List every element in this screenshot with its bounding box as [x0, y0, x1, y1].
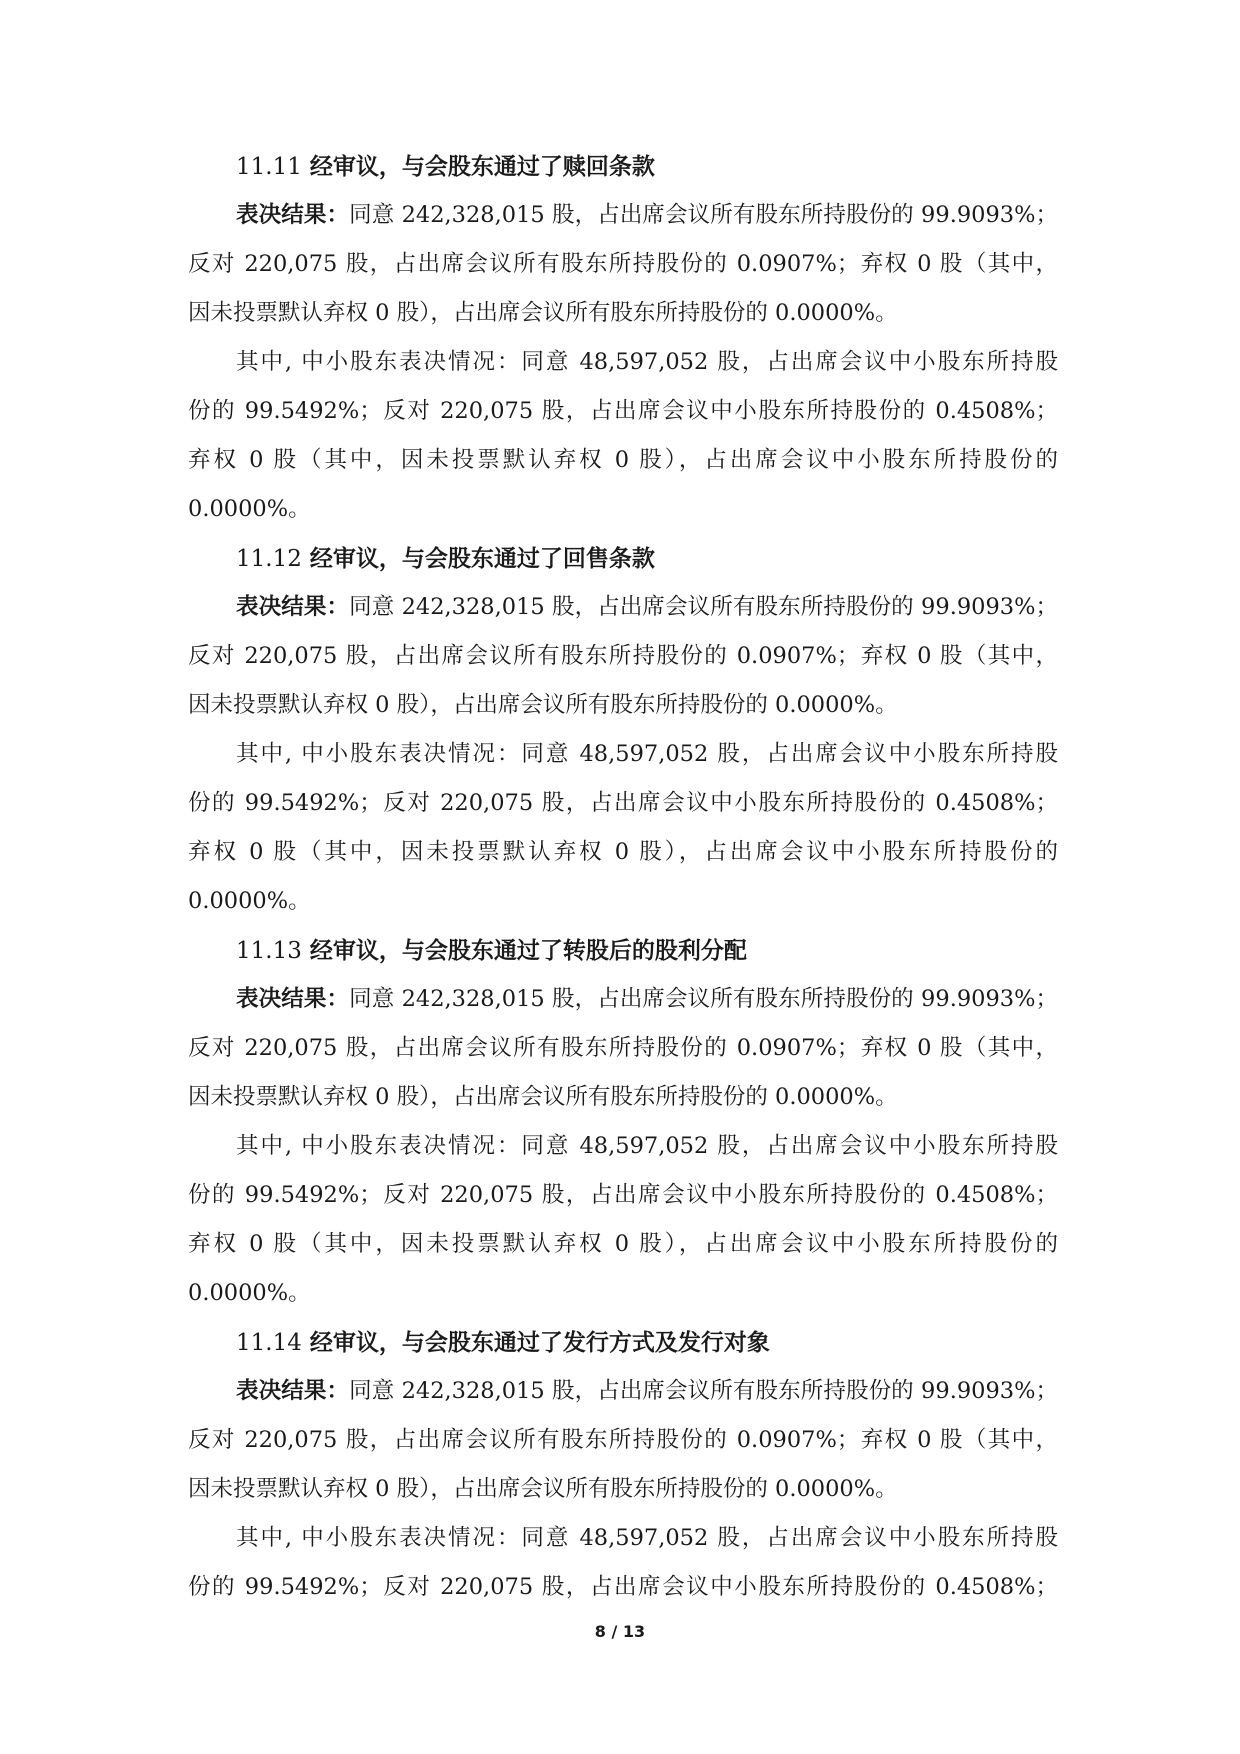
minority-vote-line: 其中, 中小股东表决情况：同意 48,597,052 股，占出席会议中小股东所持股 — [236, 741, 1058, 767]
section-number: 11.11 — [236, 154, 302, 180]
minority-vote-line: 0.0000%。 — [188, 496, 311, 522]
vote-result-line: 表决结果：同意 242,328,015 股，占出席会议所有股东所持股份的 99.9093%； — [236, 986, 1058, 1012]
minority-vote-line: 其中, 中小股东表决情况：同意 48,597,052 股，占出席会议中小股东所持股 — [236, 349, 1058, 375]
section-title-text: 经审议，与会股东通过了回售条款 — [309, 545, 655, 572]
section-heading — [188, 142, 1058, 191]
section-11-13 — [188, 926, 1058, 1318]
vote-result-line: 反对 220,075 股，占出席会议所有股东所持股份的 0.0907%；弃权 0 股（其中， — [188, 643, 1058, 669]
minority-vote-line: 份的 99.5492%；反对 220,075 股，占出席会议中小股东所持股份的 0.4508%； — [188, 398, 1058, 424]
vote-result-line: 反对 220,075 股，占出席会议所有股东所持股份的 0.0907%；弃权 0 股（其中， — [188, 1035, 1058, 1061]
section-number: 11.12 — [236, 546, 302, 572]
minority-vote-line: 其中, 中小股东表决情况：同意 48,597,052 股，占出席会议中小股东所持股 — [236, 1133, 1058, 1159]
minority-vote-line: 弃权 0 股（其中，因未投票默认弃权 0 股），占出席会议中小股东所持股份的 — [188, 447, 1058, 473]
vote-result-line: 反对 220,075 股，占出席会议所有股东所持股份的 0.0907%；弃权 0 股（其中， — [188, 1427, 1058, 1453]
vote-result-line: 表决结果：同意 242,328,015 股，占出席会议所有股东所持股份的 99.9093%； — [236, 202, 1058, 228]
section-heading — [188, 1318, 1058, 1367]
section-title-text: 经审议，与会股东通过了发行方式及发行对象 — [309, 1329, 770, 1356]
section-number: 11.13 — [236, 938, 302, 964]
minority-vote-line: 份的 99.5492%；反对 220,075 股，占出席会议中小股东所持股份的 0.4508%； — [188, 1574, 1058, 1600]
vote-result-line: 因未投票默认弃权 0 股），占出席会议所有股东所持股份的 0.0000%。 — [188, 692, 898, 718]
minority-vote-line: 弃权 0 股（其中，因未投票默认弃权 0 股），占出席会议中小股东所持股份的 — [188, 839, 1058, 865]
section-title-text: 经审议，与会股东通过了赎回条款 — [309, 153, 655, 180]
section-heading — [188, 926, 1058, 975]
vote-result-line: 因未投票默认弃权 0 股），占出席会议所有股东所持股份的 0.0000%。 — [188, 300, 898, 326]
section-11-11 — [188, 142, 1058, 534]
vote-result-line: 因未投票默认弃权 0 股），占出席会议所有股东所持股份的 0.0000%。 — [188, 1476, 898, 1502]
section-title-text: 经审议，与会股东通过了转股后的股利分配 — [309, 937, 747, 964]
minority-vote-line: 弃权 0 股（其中，因未投票默认弃权 0 股），占出席会议中小股东所持股份的 — [188, 1231, 1058, 1257]
vote-result-label: 表决结果： — [236, 202, 350, 228]
vote-result-line: 因未投票默认弃权 0 股），占出席会议所有股东所持股份的 0.0000%。 — [188, 1084, 898, 1110]
section-heading — [188, 534, 1058, 583]
section-11-14 — [188, 1318, 1058, 1612]
vote-result-label: 表决结果： — [236, 986, 350, 1012]
vote-result-label: 表决结果： — [236, 594, 350, 620]
vote-result-line: 表决结果：同意 242,328,015 股，占出席会议所有股东所持股份的 99.9093%； — [236, 1378, 1058, 1404]
minority-vote-line: 其中, 中小股东表决情况：同意 48,597,052 股，占出席会议中小股东所持股 — [236, 1525, 1058, 1551]
document-page — [188, 142, 1058, 1612]
vote-result-label: 表决结果： — [236, 1378, 350, 1404]
minority-vote-line: 0.0000%。 — [188, 1280, 311, 1306]
minority-vote-line: 份的 99.5492%；反对 220,075 股，占出席会议中小股东所持股份的 0.4508%； — [188, 790, 1058, 816]
section-number: 11.14 — [236, 1330, 302, 1356]
vote-result-line: 反对 220,075 股，占出席会议所有股东所持股份的 0.0907%；弃权 0 股（其中， — [188, 251, 1058, 277]
minority-vote-line: 0.0000%。 — [188, 888, 311, 914]
vote-result-line: 表决结果：同意 242,328,015 股，占出席会议所有股东所持股份的 99.9093%； — [236, 594, 1058, 620]
page-number: 8 / 13 — [594, 1622, 646, 1641]
section-11-12 — [188, 534, 1058, 926]
minority-vote-line: 份的 99.5492%；反对 220,075 股，占出席会议中小股东所持股份的 0.4508%； — [188, 1182, 1058, 1208]
